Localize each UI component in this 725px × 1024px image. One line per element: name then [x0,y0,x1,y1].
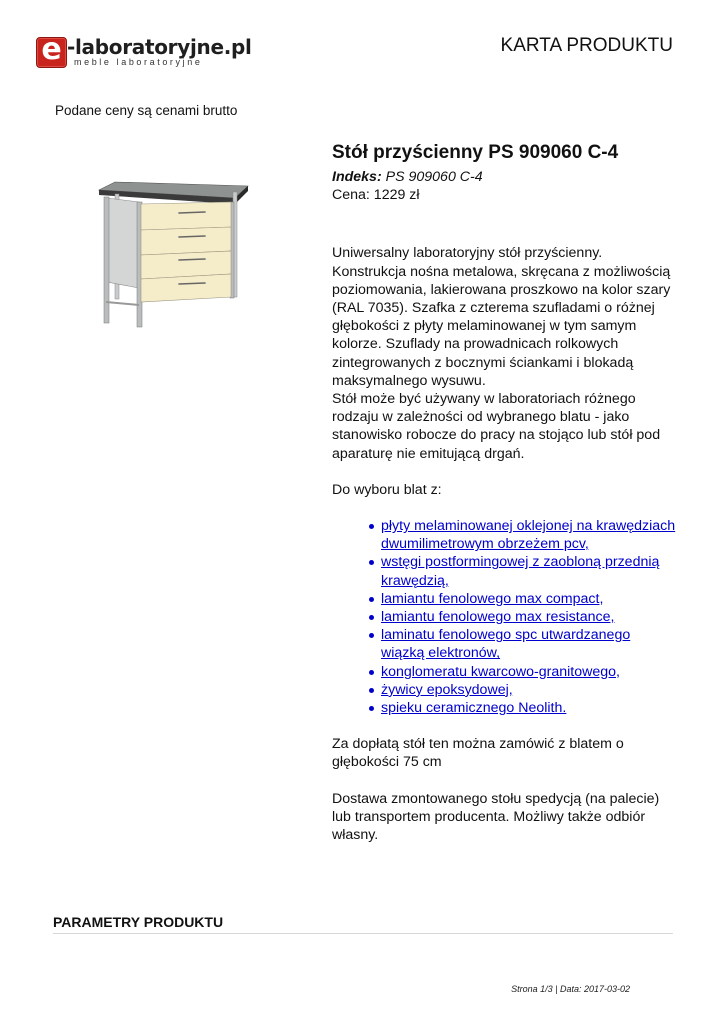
product-index [332,168,677,186]
delivery-note: Dostawa zmontowanego stołu spedycją (na palecie) lub transportem producenta. Możliwy także odbiór własny. [332,790,660,844]
logo-name: -laboratoryjne.pl [67,35,252,59]
logo-mark-icon: e [36,37,67,68]
worktop-option-link[interactable]: laminatu fenolowego spc utwardzanego wiązką elektronów, [381,627,631,662]
price-note: Podane ceny są cenami brutto [55,103,238,118]
parameters-heading: PARAMETRY PRODUKTU [53,914,224,930]
worktop-options-list [332,517,677,717]
product-description: Uniwersalny laboratoryjny stół przyścienny. Konstrukcja nośna metalowa, skręcana z możliwością poziomowania, lakierowana proszkowo na kolor szary (RAL 7035). Szafka z czterema szufladami o różnej głębokości z płyty melaminowanej w tym samym kolorze. Szuflady na prowadnicach rolkowych zintegrowanych z bocznymi ściankami i blokadą maksymalnego wysuwu. [332,245,671,389]
list-item[interactable] [381,663,677,681]
list-item[interactable] [381,699,677,717]
product-image [95,180,250,330]
product-description-usage: Stół może być używany w laboratoriach różnego rodzaju w zależności od wybranego blatu - jako stanowisko robocze do pracy na stojąco lub stół pod aparaturę nie emitującą drgań. [332,391,661,462]
surcharge-note: Za dopłatą stół ten można zamówić z blatem o głębokości 75 cm [332,736,624,771]
worktop-option-link[interactable]: lamiantu fenolowego max compact, [381,590,604,607]
list-item[interactable] [381,681,677,699]
list-item[interactable] [381,517,677,553]
worktop-option-link[interactable]: żywicy epoksydowej, [381,681,513,698]
index-value: PS 909060 C-4 [385,169,483,185]
worktop-options-label: Do wyboru blat z: [332,481,442,498]
divider [53,933,673,934]
list-item[interactable] [381,590,677,608]
worktop-option-link[interactable]: wstęgi postformingowej z zaobloną przednią krawędzią, [381,554,660,589]
list-item[interactable] [381,626,677,662]
page-footer: Strona 1/3 | Data: 2017-03-02 [511,984,630,994]
product-details [332,142,677,844]
product-title: Stół przyścienny PS 909060 C-4 [332,142,619,163]
document-title: KARTA PRODUKTU [500,35,673,56]
product-price: Cena: 1229 zł [332,187,420,204]
site-logo[interactable] [36,32,252,69]
worktop-option-link[interactable]: konglomeratu kwarcowo-granitowego, [381,663,620,680]
list-item[interactable] [381,608,677,626]
logo-tagline: meble laboratoryjne [74,57,203,67]
worktop-option-link[interactable]: spieku ceramicznego Neolith. [381,700,567,717]
worktop-option-link[interactable]: lamiantu fenolowego max resistance, [381,609,615,626]
worktop-option-link[interactable]: płyty melaminowanej oklejonej na krawędziach dwumilimetrowym obrzeżem pcv, [381,518,676,553]
list-item[interactable] [381,553,677,589]
index-label: Indeks: [332,169,382,185]
